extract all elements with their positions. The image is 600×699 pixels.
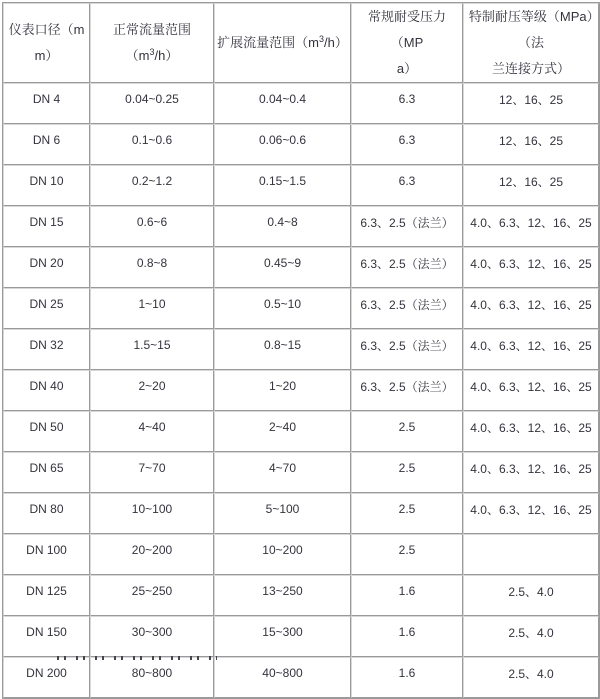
table-cell: 12、16、25 [463, 165, 599, 206]
table-row [3, 165, 599, 206]
table-cell: 4.0、6.3、12、16、25 [463, 370, 599, 411]
header-special-pressure-line2: 兰连接方式） [491, 61, 570, 76]
table-cell [463, 534, 599, 575]
table-cell: 6.3 [351, 165, 463, 206]
table-cell: DN 20 [3, 247, 90, 288]
table-cell: 20~200 [90, 534, 214, 575]
table-cell: 2.5、4.0 [463, 657, 599, 698]
table-cell: DN 50 [3, 411, 90, 452]
header-extended-flow-prefix: 扩展流量范围（m [217, 35, 319, 50]
clipped-text-line [57, 656, 217, 660]
table-cell: 2.5、4.0 [463, 575, 599, 616]
table-cell: 0.15~1.5 [214, 165, 351, 206]
table-cell: 4.0、6.3、12、16、25 [463, 329, 599, 370]
spec-table [2, 2, 600, 699]
table-cell: 0.04~0.25 [90, 83, 214, 124]
table-cell: 15~300 [214, 616, 351, 657]
table-cell: 0.45~9 [214, 247, 351, 288]
table-cell: DN 80 [3, 493, 90, 534]
header-normal-flow-superscript: 3 [149, 47, 155, 57]
table-cell: 12、16、25 [463, 124, 599, 165]
table-cell: 12、16、25 [463, 83, 599, 124]
table-row [3, 370, 599, 411]
table-cell: 2.5、4.0 [463, 616, 599, 657]
table-cell: 5~100 [214, 493, 351, 534]
table-cell: DN 6 [3, 124, 90, 165]
table-row [3, 657, 599, 698]
table-cell: DN 15 [3, 206, 90, 247]
table-row [3, 206, 599, 247]
table-cell: 0.1~0.6 [90, 124, 214, 165]
table-cell: 0.2~1.2 [90, 165, 214, 206]
table-cell: 0.8~15 [214, 329, 351, 370]
table-cell: 2.5 [351, 452, 463, 493]
header-normal-flow-suffix: /h） [154, 48, 179, 63]
header-special-pressure-line1: 特制耐压等级（MPa）（法 [468, 9, 594, 50]
header-standard-pressure [351, 3, 463, 83]
table-cell: 2~20 [90, 370, 214, 411]
table-cell: DN 25 [3, 288, 90, 329]
header-special-pressure-rating [463, 3, 599, 83]
table-row [3, 288, 599, 329]
table-cell: 25~250 [90, 575, 214, 616]
table-header [3, 3, 599, 83]
header-extended-flow-range [214, 3, 351, 83]
table-cell: 4.0、6.3、12、16、25 [463, 288, 599, 329]
table-cell: 4.0、6.3、12、16、25 [463, 452, 599, 493]
table-cell: 4.0、6.3、12、16、25 [463, 247, 599, 288]
table-cell: DN 100 [3, 534, 90, 575]
table-cell: 1.6 [351, 575, 463, 616]
table-cell: 6.3、2.5（法兰） [351, 206, 463, 247]
header-standard-pressure-line2: a） [396, 61, 418, 76]
table-body [3, 83, 599, 698]
table-cell: 6.3 [351, 124, 463, 165]
table-cell: 6.3、2.5（法兰） [351, 329, 463, 370]
table-cell: 0.5~10 [214, 288, 351, 329]
table-row [3, 575, 599, 616]
table-cell: 80~800 [90, 657, 214, 698]
table-cell: 2.5 [351, 411, 463, 452]
header-row [3, 3, 599, 83]
header-normal-flow-prefix: 正常流量范围（m [112, 22, 191, 63]
table-cell: 1.6 [351, 657, 463, 698]
table-row [3, 329, 599, 370]
table-cell: DN 150 [3, 616, 90, 657]
table-cell: 0.6~6 [90, 206, 214, 247]
table-row [3, 452, 599, 493]
table-cell: 4.0、6.3、12、16、25 [463, 411, 599, 452]
header-meter-diameter [3, 3, 90, 83]
table-cell: 4~70 [214, 452, 351, 493]
table-cell: 40~800 [214, 657, 351, 698]
header-extended-flow-suffix: /h） [324, 35, 348, 50]
table-row [3, 616, 599, 657]
table-cell: 6.3、2.5（法兰） [351, 370, 463, 411]
table-cell: 4~40 [90, 411, 214, 452]
table-cell: 1~10 [90, 288, 214, 329]
table-cell: 0.06~0.6 [214, 124, 351, 165]
table-cell: 1~20 [214, 370, 351, 411]
table-row [3, 534, 599, 575]
table-cell: DN 32 [3, 329, 90, 370]
table-cell: 6.3、2.5（法兰） [351, 247, 463, 288]
table-cell: DN 40 [3, 370, 90, 411]
table-cell: 6.3、2.5（法兰） [351, 288, 463, 329]
table-cell: DN 4 [3, 83, 90, 124]
table-row [3, 247, 599, 288]
header-normal-flow-range [90, 3, 214, 83]
header-meter-diameter-line2: m） [34, 48, 59, 63]
table-row [3, 493, 599, 534]
table-cell: 0.4~8 [214, 206, 351, 247]
table-cell: DN 200 [3, 657, 90, 698]
table-row [3, 83, 599, 124]
table-cell: 7~70 [90, 452, 214, 493]
table-row [3, 411, 599, 452]
table-row [3, 124, 599, 165]
header-meter-diameter-line1: 仪表口径（m [8, 22, 85, 37]
table-cell: 13~250 [214, 575, 351, 616]
table-cell: 4.0、6.3、12、16、25 [463, 493, 599, 534]
table-cell: 0.04~0.4 [214, 83, 351, 124]
header-extended-flow-superscript: 3 [318, 34, 324, 44]
table-cell: 10~100 [90, 493, 214, 534]
table-cell: 1.5~15 [90, 329, 214, 370]
table-cell: 2.5 [351, 493, 463, 534]
table-cell: DN 65 [3, 452, 90, 493]
table-cell: 4.0、6.3、12、16、25 [463, 206, 599, 247]
header-standard-pressure-line1: 常规耐受压力（MP [367, 9, 446, 50]
table-cell: 10~200 [214, 534, 351, 575]
table-cell: 2~40 [214, 411, 351, 452]
table-cell: 2.5 [351, 534, 463, 575]
table-cell: 1.6 [351, 616, 463, 657]
table-cell: 30~300 [90, 616, 214, 657]
table-cell: 0.8~8 [90, 247, 214, 288]
table-cell: DN 125 [3, 575, 90, 616]
table-cell: 6.3 [351, 83, 463, 124]
table-cell: DN 10 [3, 165, 90, 206]
